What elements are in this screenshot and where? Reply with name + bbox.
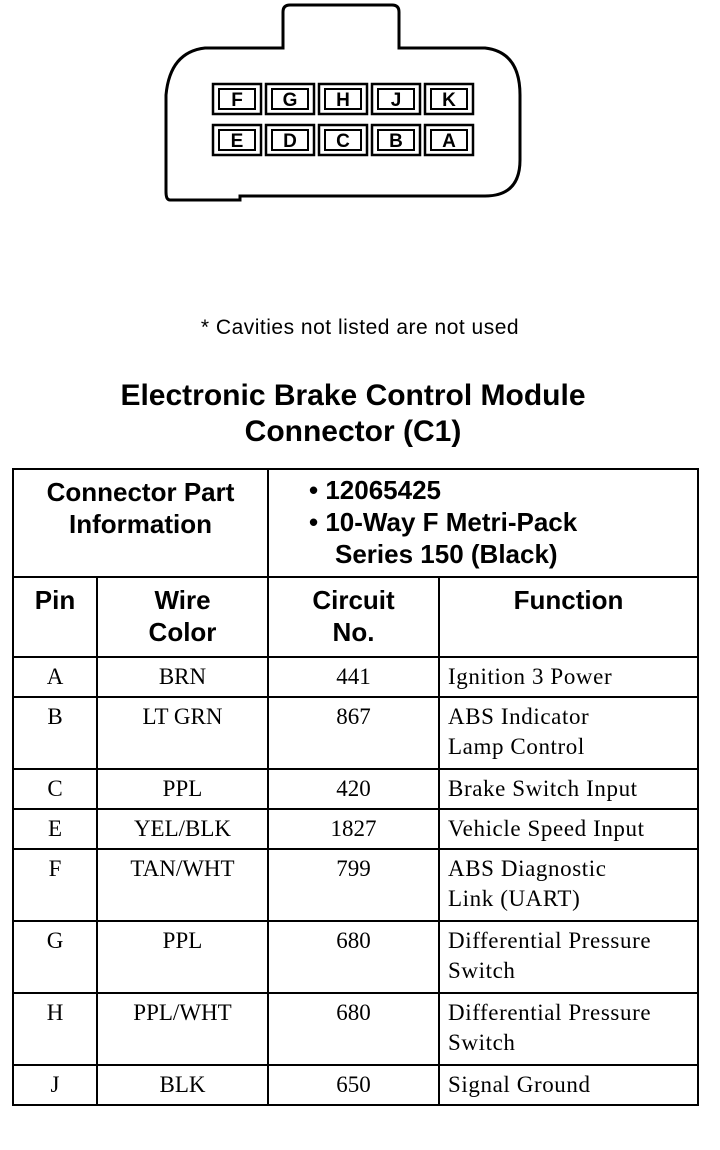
header-wire-line-2: Color — [148, 617, 217, 647]
part-description-line-1: • 10-Way F Metri-Pack — [309, 507, 578, 537]
cell-function — [439, 657, 698, 697]
part-info-label-line-1: Connector Part — [46, 477, 235, 507]
cavity-label-c: C — [336, 131, 350, 152]
cavity-label-f: F — [231, 90, 243, 111]
cell-function — [439, 1065, 698, 1105]
cavity-row-top — [213, 84, 473, 114]
cell-wire-color: PPL — [97, 921, 268, 993]
cell-wire-color: PPL — [97, 769, 268, 809]
header-function — [439, 577, 698, 657]
cell-pin: G — [13, 921, 97, 993]
header-wire-color — [97, 577, 268, 657]
connector-diagram — [0, 0, 720, 220]
table-row — [13, 993, 698, 1065]
cavity-label-e: E — [230, 131, 244, 152]
function-line-1: Differential Pressure — [448, 928, 652, 953]
header-function-text: Function — [513, 585, 624, 615]
function-line-1: Brake Switch Input — [448, 776, 638, 801]
function-line-2: Lamp Control — [448, 734, 585, 759]
cell-wire-color: LT GRN — [97, 697, 268, 769]
function-line-1: Ignition 3 Power — [448, 664, 613, 689]
cell-pin: E — [13, 809, 97, 849]
part-number: • 12065425 — [309, 475, 442, 505]
cell-pin: J — [13, 1065, 97, 1105]
cell-pin: F — [13, 849, 97, 921]
part-info-row — [13, 469, 698, 577]
cell-circuit: 680 — [268, 921, 439, 993]
function-line-1: Signal Ground — [448, 1072, 591, 1097]
cell-function — [439, 993, 698, 1065]
cavity-label-d: D — [283, 131, 297, 152]
cell-function — [439, 697, 698, 769]
table-row — [13, 697, 698, 769]
part-description-line-2: Series 150 (Black) — [335, 539, 558, 569]
cell-pin: A — [13, 657, 97, 697]
cavity-label-a: A — [442, 131, 456, 152]
cell-circuit: 1827 — [268, 809, 439, 849]
header-pin — [13, 577, 97, 657]
cell-pin: H — [13, 993, 97, 1065]
pinout-table — [12, 468, 699, 1106]
function-line-2: Link (UART) — [448, 886, 581, 911]
header-circuit-line-2: No. — [332, 617, 375, 647]
cell-circuit: 420 — [268, 769, 439, 809]
table-row — [13, 849, 698, 921]
table-row — [13, 769, 698, 809]
part-info-details — [268, 469, 698, 577]
cavity-label-g: G — [282, 90, 298, 111]
function-line-2: Switch — [448, 958, 516, 983]
cell-function — [439, 849, 698, 921]
table-row — [13, 1065, 698, 1105]
cavity-label-j: J — [390, 90, 402, 111]
title-line-1: Electronic Brake Control Module — [120, 379, 586, 412]
cavity-label-h: H — [336, 90, 350, 111]
cell-wire-color: TAN/WHT — [97, 849, 268, 921]
function-line-1: Differential Pressure — [448, 1000, 652, 1025]
cell-wire-color: BLK — [97, 1065, 268, 1105]
cell-circuit: 680 — [268, 993, 439, 1065]
table-row — [13, 921, 698, 993]
cell-circuit: 867 — [268, 697, 439, 769]
function-line-1: ABS Diagnostic — [448, 856, 607, 881]
function-line-1: ABS Indicator — [448, 704, 590, 729]
header-circuit-no — [268, 577, 439, 657]
part-info-label-line-2: Information — [69, 509, 212, 539]
header-circuit-line-1: Circuit — [312, 585, 395, 615]
cell-circuit: 441 — [268, 657, 439, 697]
cell-circuit: 799 — [268, 849, 439, 921]
header-wire-line-1: Wire — [154, 585, 211, 615]
table-row — [13, 657, 698, 697]
cavity-label-k: K — [442, 90, 456, 111]
cavity-row-bottom — [213, 125, 473, 155]
function-line-1: Vehicle Speed Input — [448, 816, 645, 841]
title-line-2: Connector (C1) — [244, 415, 462, 448]
cell-function — [439, 809, 698, 849]
part-info-label — [13, 469, 268, 577]
cell-pin: B — [13, 697, 97, 769]
column-header-row — [13, 577, 698, 657]
cell-wire-color: PPL/WHT — [97, 993, 268, 1065]
page-title — [0, 378, 706, 450]
cell-wire-color: YEL/BLK — [97, 809, 268, 849]
table-row — [13, 809, 698, 849]
cell-circuit: 650 — [268, 1065, 439, 1105]
header-pin-text: Pin — [34, 585, 76, 615]
cell-wire-color: BRN — [97, 657, 268, 697]
cell-function — [439, 769, 698, 809]
cell-pin: C — [13, 769, 97, 809]
function-line-2: Switch — [448, 1030, 516, 1055]
cavity-label-b: B — [389, 131, 403, 152]
cavities-note: * Cavities not listed are not used — [200, 316, 520, 339]
cell-function — [439, 921, 698, 993]
